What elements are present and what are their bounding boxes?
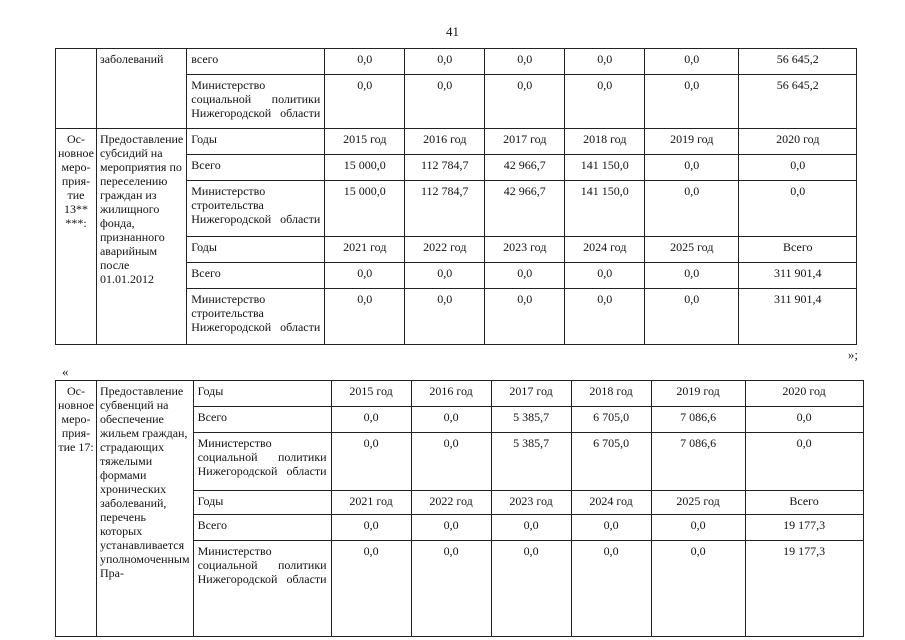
value-cell: 2024 год <box>571 491 651 515</box>
value-cell: 2023 год <box>485 237 565 263</box>
funding-table-2 <box>55 380 864 637</box>
value-cell: 2020 год <box>739 129 857 155</box>
value-cell: 0,0 <box>325 75 405 129</box>
value-cell: 2021 год <box>331 491 411 515</box>
value-cell: 2017 год <box>485 129 565 155</box>
event-name: Ос-новное меро-прия-тие 13** ***: <box>56 129 97 345</box>
value-cell: 42 966,7 <box>485 181 565 237</box>
value-cell: 5 385,7 <box>491 433 571 491</box>
value-cell: 56 645,2 <box>739 75 857 129</box>
value-cell: 5 385,7 <box>491 407 571 433</box>
value-cell: 2019 год <box>645 129 739 155</box>
value-cell: 0,0 <box>651 515 745 541</box>
opening-quote: « <box>62 364 69 379</box>
event-name-cell <box>56 49 97 129</box>
value-cell: 2015 год <box>331 381 411 407</box>
table-row <box>56 49 857 75</box>
value-cell: 42 966,7 <box>485 155 565 181</box>
value-cell: 0,0 <box>405 263 485 289</box>
value-cell: 2022 год <box>405 237 485 263</box>
value-cell: 0,0 <box>745 433 863 491</box>
value-cell: 15 000,0 <box>325 181 405 237</box>
value-cell: 0,0 <box>325 263 405 289</box>
value-cell: 0,0 <box>645 155 739 181</box>
row-label: всего <box>187 49 325 75</box>
value-cell: 2016 год <box>405 129 485 155</box>
event-description: заболеваний <box>96 49 186 129</box>
row-label: Годы <box>193 381 331 407</box>
table-row <box>56 129 857 155</box>
row-label: Всего <box>193 515 331 541</box>
row-label: Всего <box>187 263 325 289</box>
row-label: Министерство социальной политики Нижегородской области <box>187 75 325 129</box>
event-description: Предоставление субсидий на мероприятия по переселению граждан из жилищного фонда, признанного аварийным после 01.01.2012 <box>96 129 186 345</box>
value-cell: 19 177,3 <box>745 515 863 541</box>
value-cell: 0,0 <box>565 263 645 289</box>
value-cell: 0,0 <box>411 407 491 433</box>
value-cell: Всего <box>745 491 863 515</box>
value-cell: 0,0 <box>405 289 485 345</box>
value-cell: 0,0 <box>405 75 485 129</box>
value-cell: 0,0 <box>645 181 739 237</box>
row-label: Годы <box>187 237 325 263</box>
value-cell: 6 705,0 <box>571 407 651 433</box>
value-cell: 2021 год <box>325 237 405 263</box>
value-cell: 0,0 <box>651 541 745 637</box>
value-cell: 0,0 <box>331 541 411 637</box>
value-cell: 0,0 <box>739 181 857 237</box>
value-cell: 141 150,0 <box>565 181 645 237</box>
value-cell: 6 705,0 <box>571 433 651 491</box>
value-cell: 0,0 <box>571 515 651 541</box>
value-cell: 2024 год <box>565 237 645 263</box>
funding-table-1 <box>55 48 857 345</box>
value-cell: 2018 год <box>565 129 645 155</box>
value-cell: 0,0 <box>571 541 651 637</box>
value-cell: 0,0 <box>325 289 405 345</box>
value-cell: Всего <box>739 237 857 263</box>
value-cell: 2017 год <box>491 381 571 407</box>
row-label: Годы <box>193 491 331 515</box>
value-cell: 0,0 <box>565 289 645 345</box>
value-cell: 311 901,4 <box>739 263 857 289</box>
value-cell: 0,0 <box>565 75 645 129</box>
value-cell: 141 150,0 <box>565 155 645 181</box>
row-label: Всего <box>187 155 325 181</box>
value-cell: 0,0 <box>645 49 739 75</box>
value-cell: 0,0 <box>491 515 571 541</box>
row-label: Министерство строительства Нижегородской области <box>187 289 325 345</box>
value-cell: 0,0 <box>411 541 491 637</box>
value-cell: 0,0 <box>745 407 863 433</box>
value-cell: 0,0 <box>411 433 491 491</box>
table-row <box>56 381 864 407</box>
value-cell: 0,0 <box>565 49 645 75</box>
value-cell: 0,0 <box>331 407 411 433</box>
value-cell: 2015 год <box>325 129 405 155</box>
value-cell: 2019 год <box>651 381 745 407</box>
event-name: Ос-новное меро-прия-тие 17: <box>56 381 97 637</box>
value-cell: 15 000,0 <box>325 155 405 181</box>
value-cell: 2018 год <box>571 381 651 407</box>
value-cell: 0,0 <box>739 155 857 181</box>
value-cell: 0,0 <box>411 515 491 541</box>
value-cell: 0,0 <box>405 49 485 75</box>
value-cell: 0,0 <box>645 263 739 289</box>
value-cell: 2023 год <box>491 491 571 515</box>
row-label: Министерство социальной политики Нижегородской области <box>193 433 331 491</box>
event-description: Предоставление субвенций на обеспечение жильем граждан, страдающих тяжелыми формами хронических заболеваний, перечень которых устанавливается уполномоченным Пра- <box>96 381 193 637</box>
value-cell: 0,0 <box>491 541 571 637</box>
value-cell: 2025 год <box>645 237 739 263</box>
page-number: 41 <box>446 24 459 39</box>
value-cell: 2025 год <box>651 491 745 515</box>
value-cell: 56 645,2 <box>739 49 857 75</box>
row-label: Годы <box>187 129 325 155</box>
value-cell: 0,0 <box>485 263 565 289</box>
row-label: Министерство строительства Нижегородской области <box>187 181 325 237</box>
value-cell: 0,0 <box>645 289 739 345</box>
row-label: Всего <box>193 407 331 433</box>
value-cell: 2020 год <box>745 381 863 407</box>
value-cell: 2016 год <box>411 381 491 407</box>
row-label: Министерство социальной политики Нижегородской области <box>193 541 331 637</box>
value-cell: 0,0 <box>485 289 565 345</box>
closing-quote: »; <box>847 347 858 362</box>
value-cell: 0,0 <box>331 515 411 541</box>
value-cell: 0,0 <box>325 49 405 75</box>
value-cell: 311 901,4 <box>739 289 857 345</box>
value-cell: 7 086,6 <box>651 407 745 433</box>
value-cell: 0,0 <box>645 75 739 129</box>
value-cell: 112 784,7 <box>405 181 485 237</box>
value-cell: 0,0 <box>331 433 411 491</box>
value-cell: 0,0 <box>485 49 565 75</box>
value-cell: 7 086,6 <box>651 433 745 491</box>
value-cell: 2022 год <box>411 491 491 515</box>
value-cell: 112 784,7 <box>405 155 485 181</box>
value-cell: 0,0 <box>485 75 565 129</box>
value-cell: 19 177,3 <box>745 541 863 637</box>
